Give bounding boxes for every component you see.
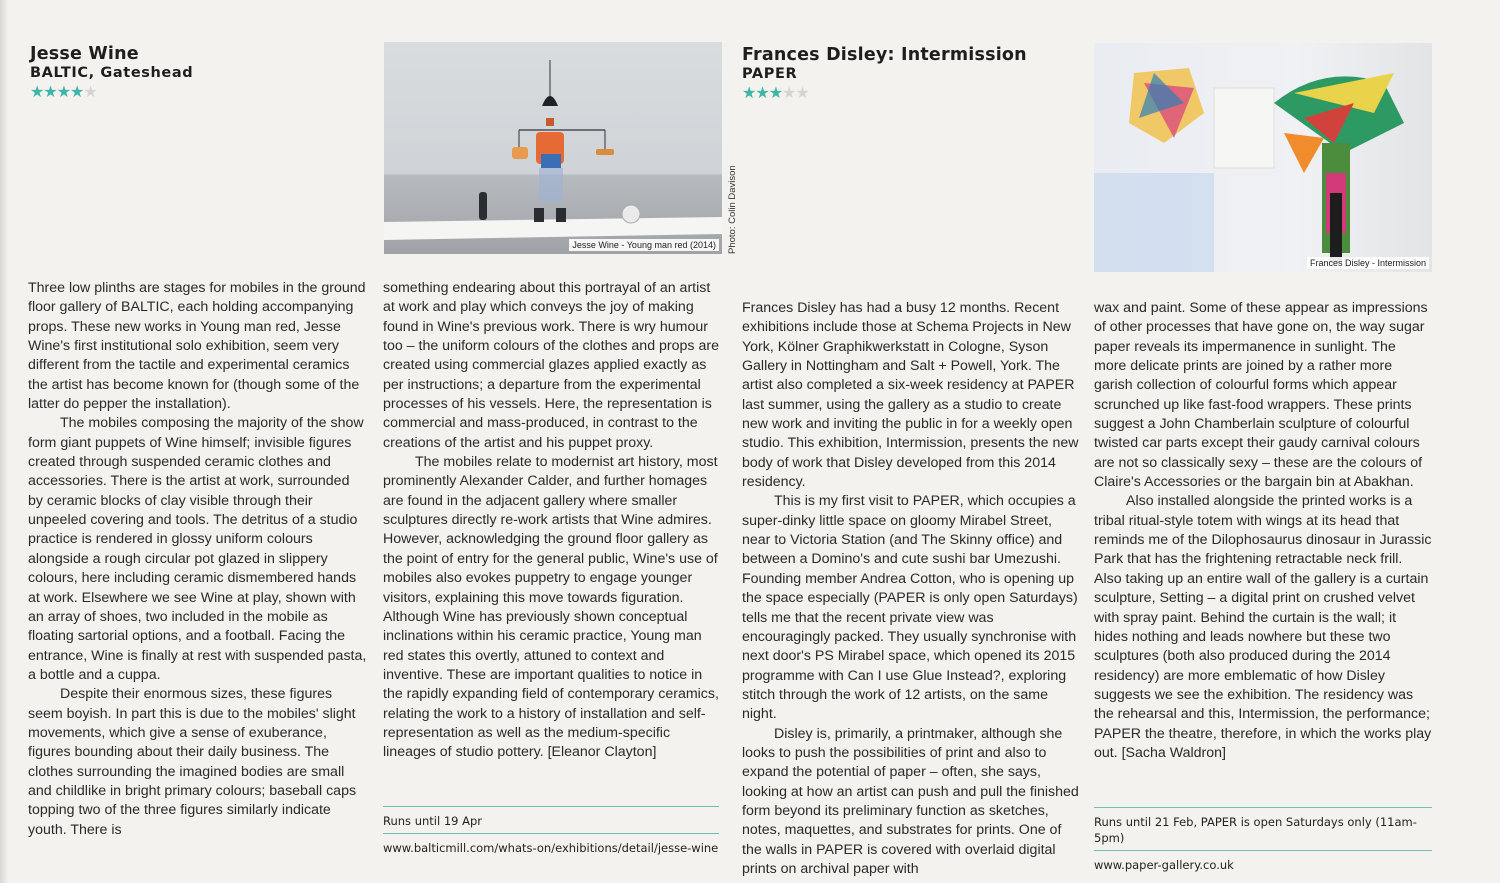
review1-paragraph-4: something endearing about this portrayal of an artist at work and play which conveys the joy of making found in Wine's previous work. There is wry humour too – the uniform colours of the clothes and props are created using commercial glazes applied exactly as per instructions; a departure from the experimental processes of his vessels. Here, the representation is commercial and mass-produced, in contrast to the creations of the artist and his puppet proxy. (383, 280, 719, 451)
review1-photo-caption: Jesse Wine - Young man red (2014) (569, 239, 719, 251)
review2-paragraph-4: wax and paint. Some of these appear as impressions of other processes that have gone on, the way sugar paper reveals its impermanence in sunlight. The more delicate prints are joined by a rather more garish collection of colourful forms which appear scrunched up like fast-food wrappers. These prints suggest a John Chamberlain sculpture of colourful twisted car parts except their gaudy carnival colours are not so classically sexy – these are the colours of Claire's Accessories or the bargain bin at Abakhan. (1094, 300, 1428, 491)
review2-paragraph-1: Frances Disley has had a busy 12 months. Recent exhibitions include those at Schema Projects in New York, Kölner Graphikwerkstatt in Cologne, Syson Gallery in Nottingham and Salt + Powell, York. The artist also completed a six-week residency at PAPER last summer, using the gallery as a studio to create new work and inviting the public in for a weekly open studio. This exhibition, Intermission, presents the new body of work that Disley developed from this 2014 residency. (742, 300, 1079, 491)
prints-and-totem-illustration (1094, 43, 1432, 272)
review2-photo-caption: Frances Disley - Intermission (1307, 257, 1429, 269)
review2-paragraph-3: Disley is, primarily, a printmaker, although she looks to push the possibilities of print and also to expand the potential of paper – often, she says, looking at how an artist can push and pull the finished form beyond its preliminary function as sketches, notes, maquettes, and substrates for prints. One of the walls in PAPER is covered with overlaid digital prints on archival paper with (742, 725, 1079, 877)
review1-paragraph-2: The mobiles composing the majority of the show form giant puppets of Wine himself; invisible figures created through suspended ceramic clothes and accessories. There is the artist at work, surrounded by ceramic blocks of clay visible through their unpeeled covering and tools. The detritus of a studio practice is rendered in glossy uniform colours alongside a rough circular pot glazed in slippery colours, here including ceramic dismembered hands at work. Elsewhere we see Wine at play, shown with an array of shoes, two included in the mobile as floating sartorial options, and a football. Facing the entrance, Wine is finally at rest with suspended pasta, a bottle and a cuppa. (28, 415, 367, 683)
star-empty-icon: ★ (83, 84, 97, 101)
review2-header (742, 45, 1082, 103)
review1-column-1 (28, 279, 368, 840)
review1-paragraph-1: Three low plinths are stages for mobiles in the ground floor gallery of BALTIC, each holding accompanying props. These new works in Young man red, Jesse Wine's first institutional solo exhibition, seem very different from the tactile and experimental ceramics the artist has become known for (though some of the latter do pepper the installation). (28, 280, 366, 413)
review2-runs: Runs until 21 Feb, PAPER is open Saturdays only (11am-5pm) (1094, 815, 1417, 845)
review2-paragraph-5: Also installed alongside the printed works is a tribal ritual-style totem with wings at its head that reminds me of the Dilophosaurus dinosaur in Jurassic Park that has the frightening retractable neck frill. Also taking up an entire wall of the gallery is a curtain sculpture, Setting – a digital print on crushed velvet with spray paint. Behind the curtain is the wall; it hides nothing and leads nowhere but these two sculptures (both also produced during the 2014 residency) are more emblematic of how Disley suggests we see the exhibition. The residency was the rehearsal and this, Intermission, the performance; PAPER the theatre, therefore, in which the works play out. [Sacha Waldron] (1094, 493, 1432, 761)
review2-photo (1094, 43, 1432, 272)
review1-rating (30, 84, 370, 102)
review1-photo-credit: Photo: Colin Davison (727, 165, 738, 254)
star-filled-icon: ★ (768, 85, 783, 102)
review2-title: Frances Disley: Intermission (742, 45, 1027, 65)
review2-info-box (1094, 807, 1432, 877)
review1-paragraph-5: The mobiles relate to modernist art history, most prominently Alexander Calder, and further homages are found in the adjacent gallery where smaller sculptures directly re-work artists that Wine admires. However, acknowledging the ground floor gallery as the point of entry for the general public, Wine's use of mobiles also evokes puppetry to engage younger visitors, explaining this move towards figuration. Although Wine has previously shown conceptual inclinations within his ceramic practice, Young man red states this overtly, attuned to context and inventive. These are important qualities to notice in the rapidly expanding field of contemporary ceramics, relating the work to a history of installation and self-representation as well as the medium-specific lineages of studio pottery. [Eleanor Clayton] (383, 454, 719, 761)
star-empty-icon: ★ (782, 85, 796, 102)
star-filled-icon: ★ (755, 85, 769, 102)
review2-column-1 (742, 299, 1080, 879)
page-gutter-shadow (0, 0, 8, 883)
review1-paragraph-3: Despite their enormous sizes, these figures seem boyish. In part this is due to the mobiles' slight movements, which give a sense of exuberance, figures bounding about their daily business. The clothes surrounding the imagined bodies are small and childlike in bright primary colours; baseball caps topping two of the three figures similarly indicate youth. There is (28, 686, 357, 838)
star-filled-icon: ★ (742, 85, 756, 102)
review2-column-2 (1094, 299, 1432, 763)
review1-info-box (383, 806, 719, 860)
review1-photo (384, 42, 722, 254)
star-filled-icon: ★ (43, 84, 57, 101)
review2-rating (742, 85, 1082, 103)
star-filled-icon: ★ (70, 84, 84, 101)
star-empty-icon: ★ (795, 85, 809, 102)
review1-column-2 (383, 279, 721, 763)
review1-title: Jesse Wine (30, 44, 139, 64)
review1-venue: BALTIC, Gateshead (30, 65, 194, 81)
review1-runs: Runs until 19 Apr (383, 814, 483, 828)
review2-venue: PAPER (742, 66, 798, 82)
review1-header (30, 44, 370, 102)
mobile-sculpture-illustration (384, 42, 722, 254)
review2-paragraph-2: This is my first visit to PAPER, which occupies a super-dinky little space on gloomy Mirabel Street, near to Victoria Station (and The Skinny office) and between a Domino's and cute sushi bar Umezushi. Founding member Andrea Cotton, who is opening up the space especially (PAPER is only open Saturdays) tells me that the recent private view was encouragingly packed. They usually synchronise with next door's PS Mirabel space, which opened its 2015 programme with Can I use Glue Instead?, exploring stitch through the work of 12 artists, on the same night. (742, 493, 1078, 723)
review2-url-link[interactable]: www.paper-gallery.co.uk (1094, 850, 1432, 877)
star-filled-icon: ★ (56, 84, 71, 101)
review1-url-link[interactable]: www.balticmill.com/whats-on/exhibitions/detail/jesse-wine (383, 833, 719, 860)
star-filled-icon: ★ (30, 84, 44, 101)
